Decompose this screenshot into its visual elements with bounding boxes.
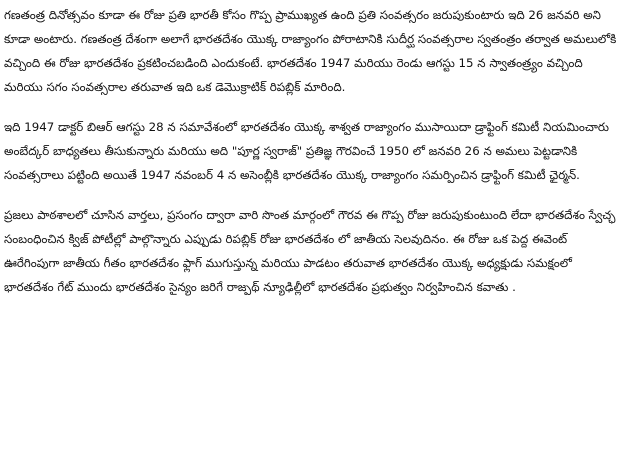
- paragraph-republic-day-significance: గణతంత్ర దినోత్సవం కూడా ఈ రోజు ప్రతి భారతీ కోసం గొప్ప ప్రాముఖ్యత ఉంది ప్రతి సంవత్సరం జరుపుకుంటారు ఇది 26 జనవరి అని కూడా అంటారు. గణతంత్ర దేశంగా అలాగే భారతదేశం యొక్క రాజ్యాంగం పోరాటానికి సుదీర్ఘ సంవత్సరాల స్వతంత్రం తర్వాత అమలులోకి వచ్చింది ఈ రోజు భారతదేశం ప్రకటించబడింది ఎందుకంటే. భారతదేశం 1947 మరియు రెండు ఆగస్టు 15 న స్వాతంత్ర్యం వచ్చింది మరియు సగం సంవత్సరాల తరువాత ఇది ఒక డెమొక్రాటిక్ రిపబ్లిక్ మారింది.: [4, 8, 617, 94]
- paragraph-celebrations: ప్రజలు పాఠశాలలో చూసిన వార్తలు, ప్రసంగం ద్వారా వారి సొంత మార్గంలో గౌరవ ఈ గొప్ప రోజు జరుపుకుంటుంది లేదా భారతదేశం స్వేచ్ఛ సంబంధించిన క్విజ్ పోటీల్లో పాల్గొన్నారు ఎప్పుడు రిపబ్లిక్ రోజు భారతదేశం లో జాతీయ సెలవుదినం. ఈ రోజు ఒక పెద్ద ఈవెంట్ ఊరేగింపుగా జాతీయ గీతం భారతదేశం ఫ్లాగ్ ముగుస్తున్న మరియు పాడటం తరువాత భారతదేశం యొక్క అధ్యక్షుడు సమక్షంలో భారతదేశం గేట్ ముందు భారతదేశం సైన్యం జరిగే రాజ్పథ్ న్యూఢిల్లీలో భారతదేశం ప్రభుత్వం నిర్వహించిన కవాతు .: [4, 208, 616, 294]
- paragraph-constitution-drafting: ఇది 1947 డాక్టర్ బిఆర్ ఆగస్టు 28 న సమావేశంలో భారతదేశం యొక్క శాశ్వత రాజ్యాంగం ముసాయిదా డ్రాఫ్టింగ్ కమిటీ నియమించారు అంబేద్కర్ బాధ్యతలు తీసుకున్నారు మరియు అది "పూర్ణ స్వరాజ్" ప్రతిజ్ఞ గౌరవించే 1950 లో జనవరి 26 న అమలు పెట్టడానికి సంవత్సరాలు పట్టింది అయితే 1947 నవంబర్ 4 న అసెంబ్లీకి భారతదేశం యొక్క రాజ్యాంగం సమర్పించిన డ్రాఫ్టింగ్ కమిటీ ఛైర్మన్.: [4, 120, 609, 182]
